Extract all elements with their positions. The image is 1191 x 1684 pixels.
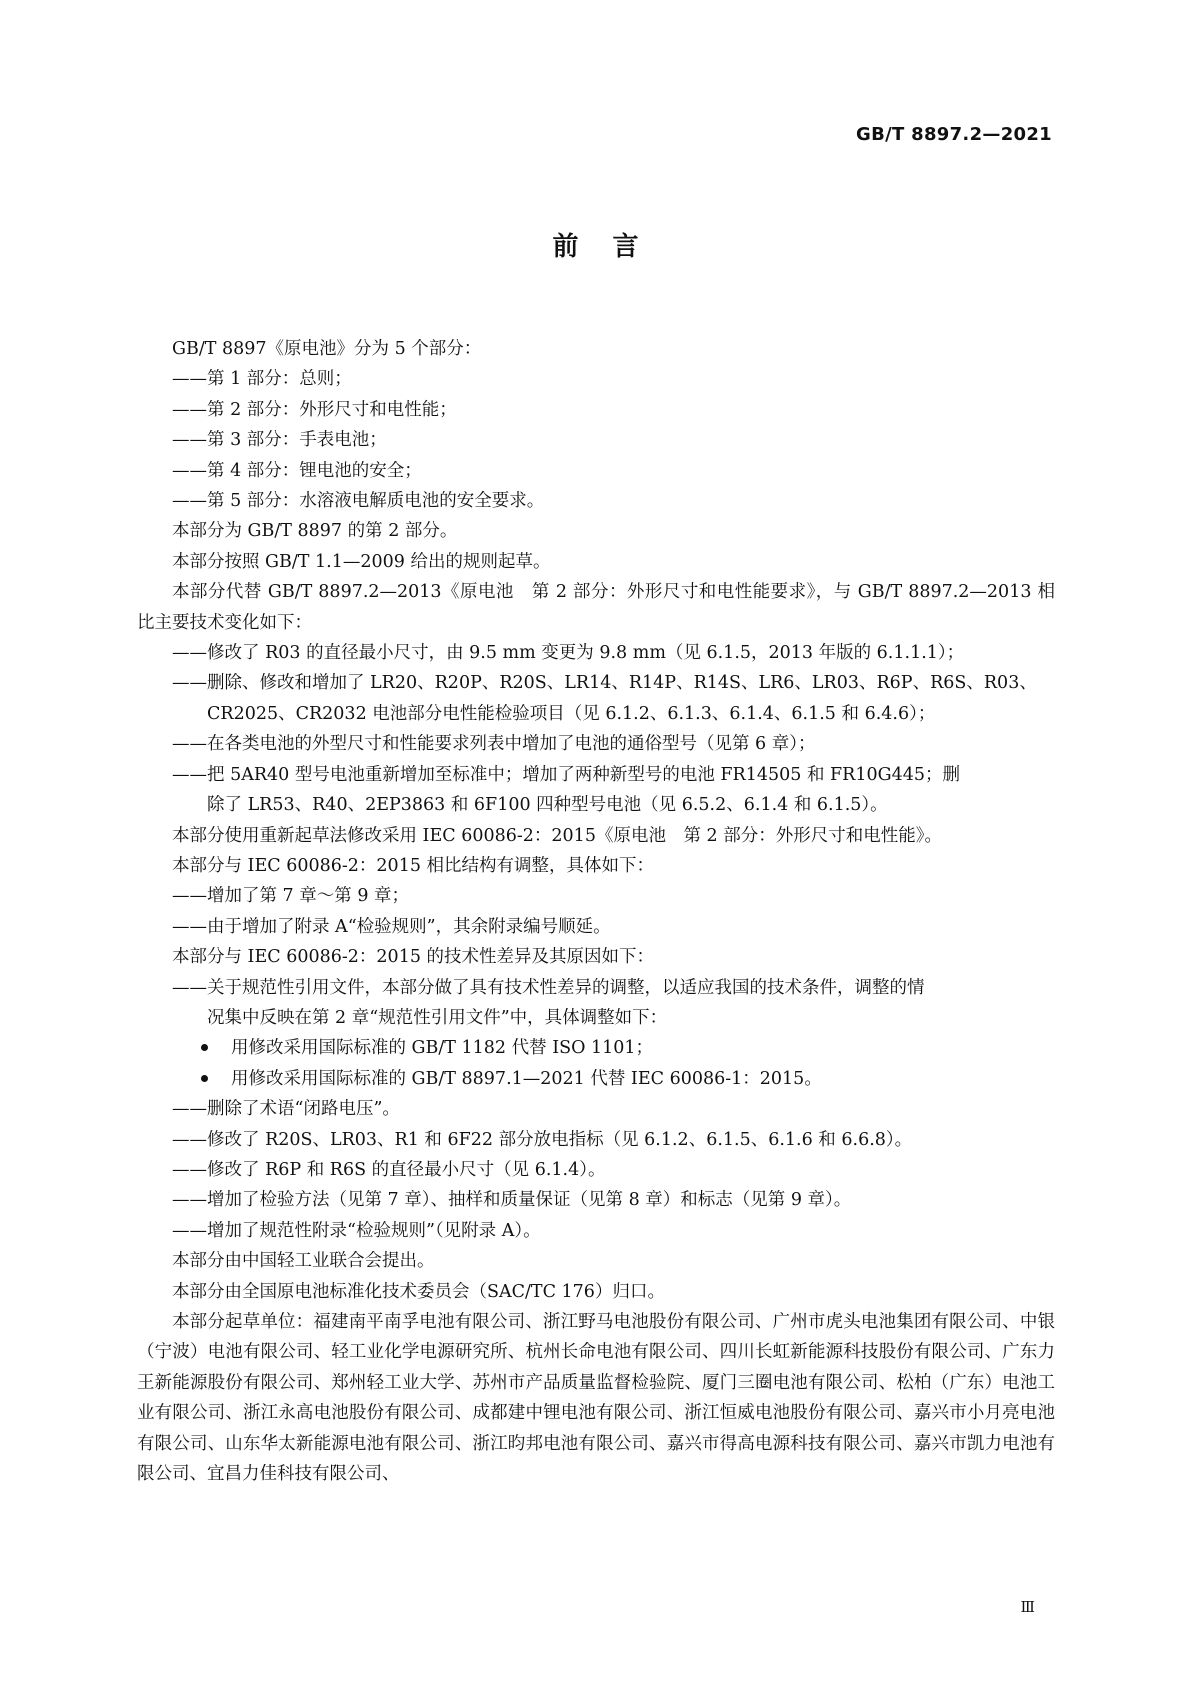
- dash-list-item-continuation: 况集中反映在第 2 章“规范性引用文件”中，具体调整如下：: [207, 1007, 668, 1028]
- dash-list-item: ——修改了 R6P 和 R6S 的直径最小尺寸（见 6.1.4）。: [172, 1159, 606, 1180]
- dash-list-item: ——修改了 R20S、LR03、R1 和 6F22 部分放电指标（见 6.1.2、6.1.5、6.1.6 和 6.6.8）。: [172, 1129, 913, 1150]
- paragraph: 本部分与 IEC 60086-2：2015 的技术性差异及其原因如下：: [172, 947, 655, 968]
- dash-list-item: ——第 1 部分：总则；: [172, 369, 352, 390]
- bullet-dot-icon: [201, 1075, 208, 1082]
- dash-list-item: ——第 5 部分：水溶液电解质电池的安全要求。: [172, 491, 545, 512]
- paragraph: 本部分与 IEC 60086-2：2015 相比结构有调整，具体如下：: [172, 855, 655, 876]
- dash-list-item: ——修改了 R03 的直径最小尺寸，由 9.5 mm 变更为 9.8 mm（见 6.1.5，2013 年版的 6.1.1.1）；: [172, 643, 965, 664]
- paragraph: 本部分起草单位：福建南平南孚电池有限公司、浙江野马电池股份有限公司、广州市虎头电池集团有限公司、中银（宁波）电池有限公司、轻工业化学电源研究所、杭州长命电池有限公司、四川长虹新能源科技股份有限公司、广东力王新能源股份有限公司、郑州轻工业大学、苏州市产品质量监督检验院、厦门三圈电池有限公司、松柏（广东）电池工业有限公司、浙江永高电池股份有限公司、成都建中锂电池有限公司、浙江恒威电池股份有限公司、嘉兴市小月亮电池有限公司、山东华太新能源电池有限公司、浙江昀邦电池有限公司、嘉兴市得高电源科技有限公司、嘉兴市凯力电池有限公司、宜昌力佳科技有限公司、: [137, 1312, 1055, 1485]
- dash-list-item: [137, 760, 1055, 821]
- dash-list-item: ——增加了检验方法（见第 7 章）、抽样和质量保证（见第 8 章）和标志（见第 9 章）。: [172, 1190, 852, 1211]
- bullet-list-item: [137, 1033, 1055, 1063]
- bullet-text: 用修改采用国际标准的 GB/T 1182 代替 ISO 1101；: [231, 1038, 654, 1059]
- page-number: Ⅲ: [1020, 1598, 1035, 1616]
- paragraph: 本部分按照 GB/T 1.1—2009 给出的规则起草。: [172, 551, 551, 572]
- dash-list-item: ——第 3 部分：手表电池；: [172, 430, 387, 451]
- paragraph: GB/T 8897《原电池》分为 5 个部分：: [172, 339, 482, 359]
- dash-list-item-line: ——关于规范性引用文件，本部分做了具有技术性差异的调整，以适应我国的技术条件，调整的情: [172, 977, 925, 998]
- bullet-text: 用修改采用国际标准的 GB/T 8897.1—2021 代替 IEC 60086-1：2015。: [231, 1068, 822, 1089]
- dash-list-item-continuation: 除了 LR53、R40、2EP3863 和 6F100 四种型号电池（见 6.5.2、6.1.4 和 6.1.5）。: [207, 795, 888, 816]
- paragraph: 本部分由中国轻工业联合会提出。: [172, 1251, 435, 1272]
- dash-list-item: ——由于增加了附录 A“检验规则”，其余附录编号顺延。: [172, 916, 611, 937]
- dash-list-item-line: ——删除、修改和增加了 LR20、R20P、R20S、LR14、R14P、R14S、LR6、LR03、R6P、R6S、R03、: [172, 673, 1037, 694]
- paragraph: 本部分由全国原电池标准化技术委员会（SAC/TC 176）归口。: [172, 1281, 665, 1302]
- dash-list-item: ——增加了规范性附录“检验规则”（见附录 A）。: [172, 1220, 541, 1241]
- dash-list-item: ——第 2 部分：外形尺寸和电性能；: [172, 399, 457, 420]
- dash-list-item: ——增加了第 7 章～第 9 章；: [172, 886, 410, 907]
- paragraph: 本部分为 GB/T 8897 的第 2 部分。: [172, 521, 458, 542]
- dash-list-item: ——第 4 部分：锂电池的安全；: [172, 460, 422, 481]
- paragraph: 本部分使用重新起草法修改采用 IEC 60086-2：2015《原电池 第 2 部分：外形尺寸和电性能》。: [172, 825, 942, 846]
- standard-code: GB/T 8897.2—2021: [856, 124, 1052, 145]
- paragraph: 本部分代替 GB/T 8897.2—2013《原电池 第 2 部分：外形尺寸和电性能要求》，与 GB/T 8897.2—2013 相比主要技术变化如下：: [137, 582, 1055, 633]
- dash-list-item: ——删除了术语“闭路电压”。: [172, 1099, 400, 1120]
- dash-list-item-line: ——把 5AR40 型号电池重新增加至标准中；增加了两种新型号的电池 FR14505 和 FR10G445；删: [172, 764, 960, 785]
- bullet-list-item: [137, 1064, 1055, 1094]
- dash-list-item: ——在各类电池的外型尺寸和性能要求列表中增加了电池的通俗型号（见第 6 章）；: [172, 734, 816, 755]
- dash-list-item: [137, 973, 1055, 1034]
- page-title: 前言: [552, 232, 673, 262]
- dash-list-item: [137, 668, 1055, 729]
- dash-list-item-continuation: CR2025、CR2032 电池部分电性能检验项目（见 6.1.2、6.1.3、6.1.4、6.1.5 和 6.4.6）；: [207, 703, 936, 724]
- foreword-body: [137, 334, 1055, 1489]
